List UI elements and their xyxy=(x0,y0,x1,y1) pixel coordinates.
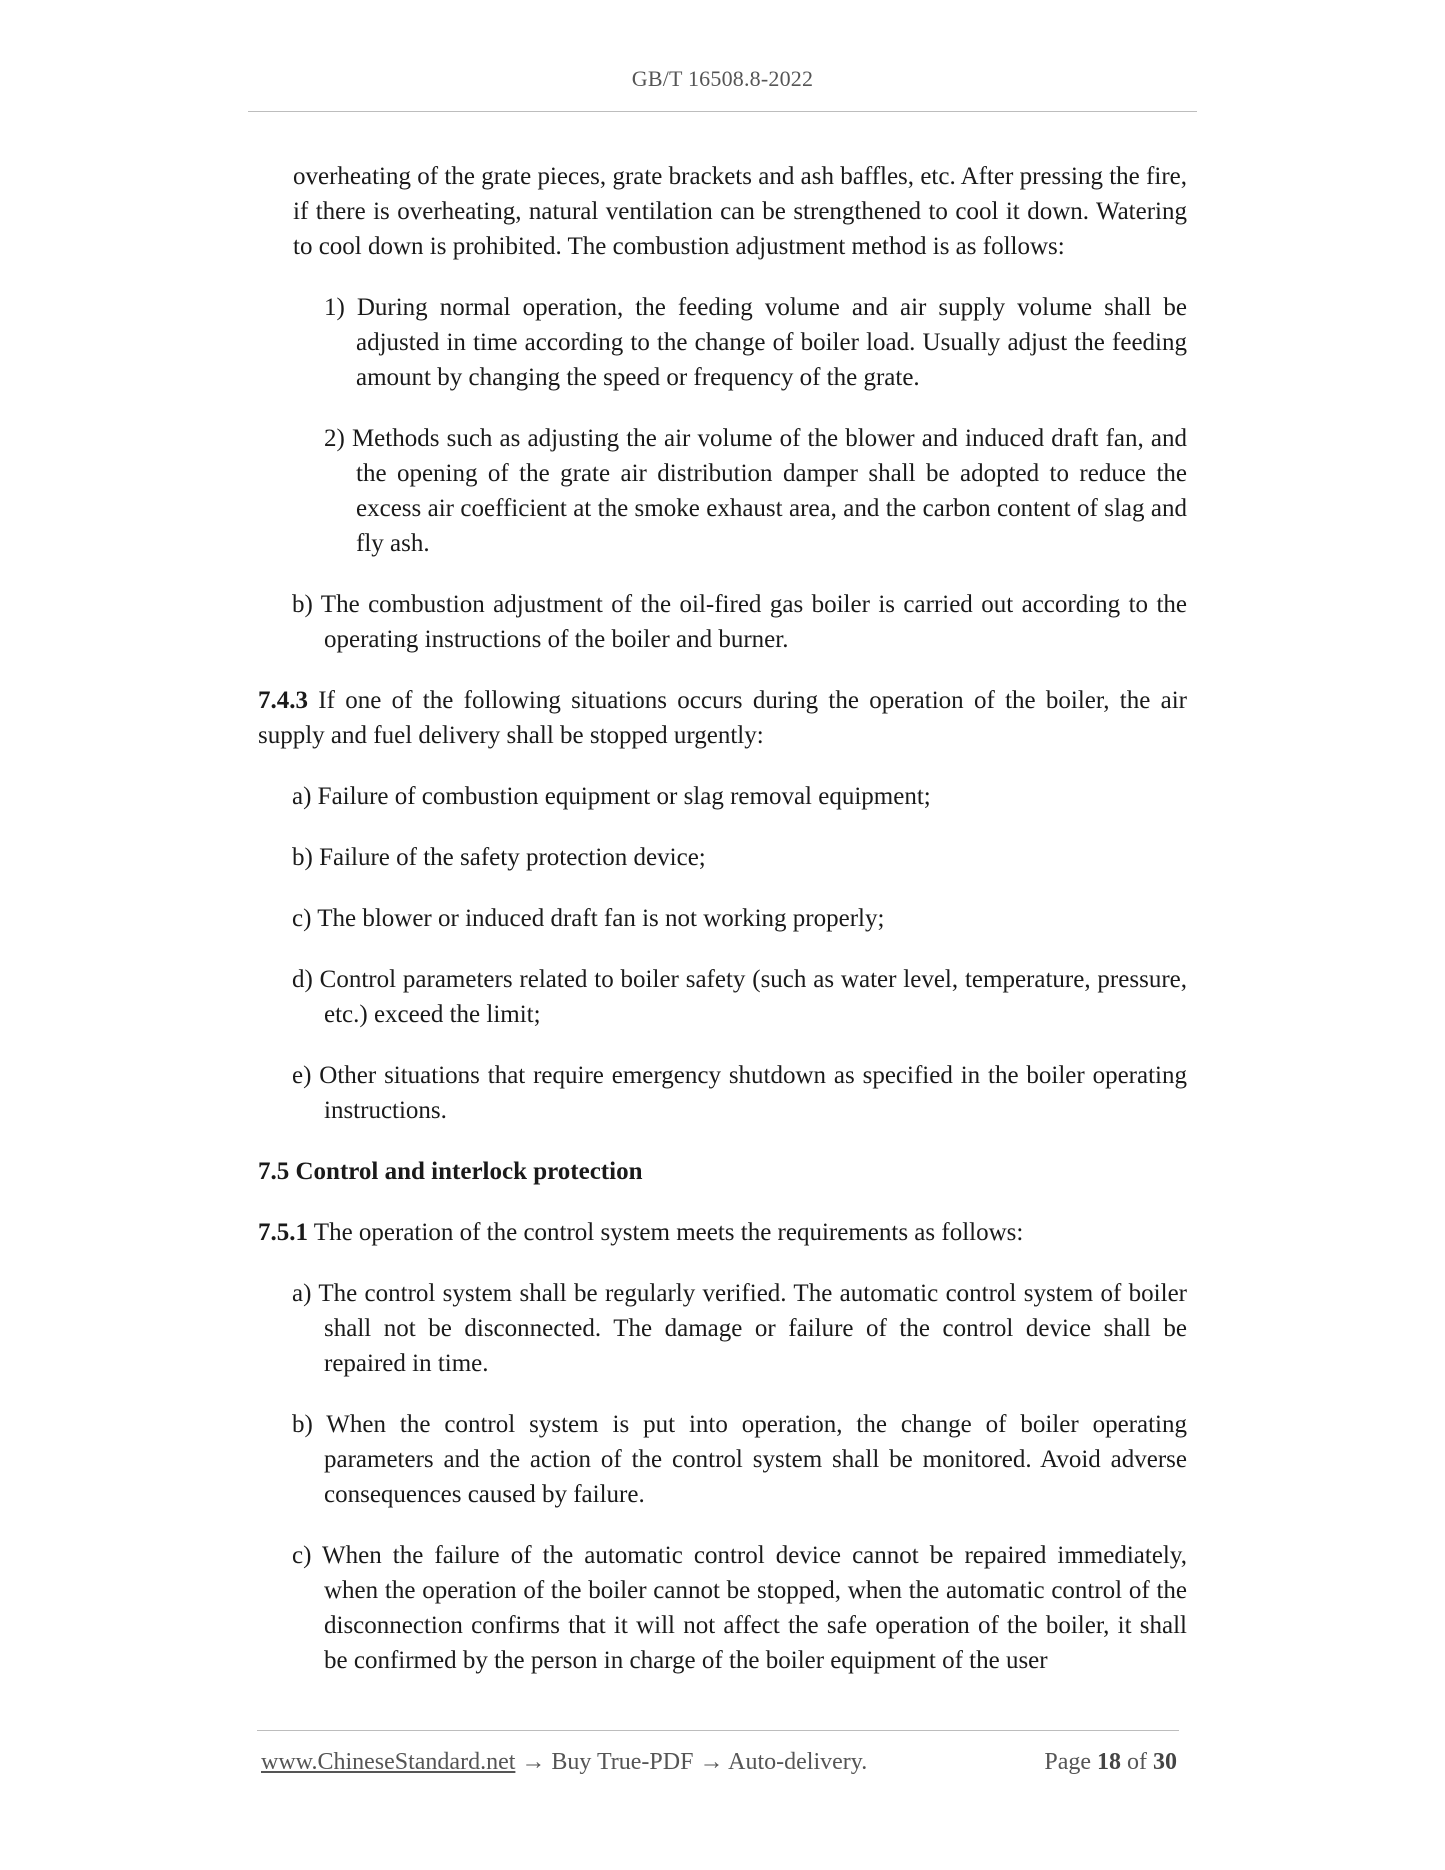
auto-delivery-text: Auto-delivery. xyxy=(728,1749,868,1775)
clause-number: 7.5.1 xyxy=(258,1219,308,1246)
footer-divider xyxy=(257,1730,1179,1731)
current-page-number: 18 xyxy=(1097,1749,1121,1775)
intro-paragraph: overheating of the grate pieces, grate brackets and ash baffles, etc. After pressing the fire, if there is overheating, natural ventilation can be strengthened to cool it down. Watering to cool down is prohibited. The combustion adjustment method is as follows: xyxy=(293,163,1187,260)
clause-text: If one of the following situations occurs during the operation of the boiler, the air supply and fuel delivery shall be stopped urgently: xyxy=(258,687,1187,749)
of-label: of xyxy=(1127,1749,1147,1775)
list-item-b: b) The combustion adjustment of the oil-fired gas boiler is carried out according to the operating instructions of the boiler and burner. xyxy=(292,591,1187,653)
clause-7-5-1 xyxy=(258,1215,1187,1250)
document-id-header: GB/T 16508.8-2022 xyxy=(631,66,814,91)
clause-7-4-3-item-c: c) The blower or induced draft fan is not working properly; xyxy=(292,905,885,932)
footer-promo xyxy=(261,1749,867,1776)
website-link[interactable]: www.ChineseStandard.net xyxy=(261,1749,516,1775)
clause-7-5-1-item-c: c) When the failure of the automatic control device cannot be repaired immediately, when the operation of the boiler cannot be stopped, when the automatic control of the disconnection confirms that it will not affect the safe operation of the boiler, it shall be confirmed by the person in charge of the boiler equipment of the user xyxy=(292,1542,1187,1674)
page-label: Page xyxy=(1044,1749,1091,1775)
list-item-1: 1) During normal operation, the feeding volume and air supply volume shall be adjusted in time according to the change of boiler load. Usually adjust the feeding amount by changing the speed or frequency of the grate. xyxy=(324,294,1187,391)
clause-7-4-3-item-a: a) Failure of combustion equipment or slag removal equipment; xyxy=(292,783,931,810)
arrow-right-icon: → xyxy=(699,1749,724,1775)
clause-7-5-1-item-a: a) The control system shall be regularly verified. The automatic control system of boiler shall not be disconnected. The damage or failure of the control device shall be repaired in time. xyxy=(292,1280,1187,1377)
clause-7-4-3 xyxy=(258,683,1187,753)
clause-7-4-3-item-d: d) Control parameters related to boiler safety (such as water level, temperature, pressure, etc.) exceed the limit; xyxy=(292,966,1187,1028)
section-heading-7-5: 7.5 Control and interlock protection xyxy=(258,1158,643,1185)
clause-7-4-3-item-e: e) Other situations that require emergency shutdown as specified in the boiler operating instructions. xyxy=(292,1062,1187,1124)
list-item-2: 2) Methods such as adjusting the air volume of the blower and induced draft fan, and the opening of the grate air distribution damper shall be adopted to reduce the excess air coefficient at the smoke exhaust area, and the carbon content of slag and fly ash. xyxy=(324,425,1187,557)
buy-pdf-text: Buy True-PDF xyxy=(551,1749,694,1775)
clause-text: The operation of the control system meets the requirements as follows: xyxy=(308,1219,1024,1246)
arrow-right-icon: → xyxy=(521,1749,546,1775)
clause-7-5-1-item-b: b) When the control system is put into operation, the change of boiler operating parameters and the action of the control system shall be monitored. Avoid adverse consequences caused by failure. xyxy=(292,1411,1187,1508)
page-body xyxy=(258,159,1187,1678)
clause-number: 7.4.3 xyxy=(258,687,308,714)
page-counter xyxy=(1044,1749,1177,1776)
clause-7-4-3-item-b: b) Failure of the safety protection device; xyxy=(292,844,706,871)
total-pages-number: 30 xyxy=(1153,1749,1177,1775)
header-divider xyxy=(248,111,1197,112)
